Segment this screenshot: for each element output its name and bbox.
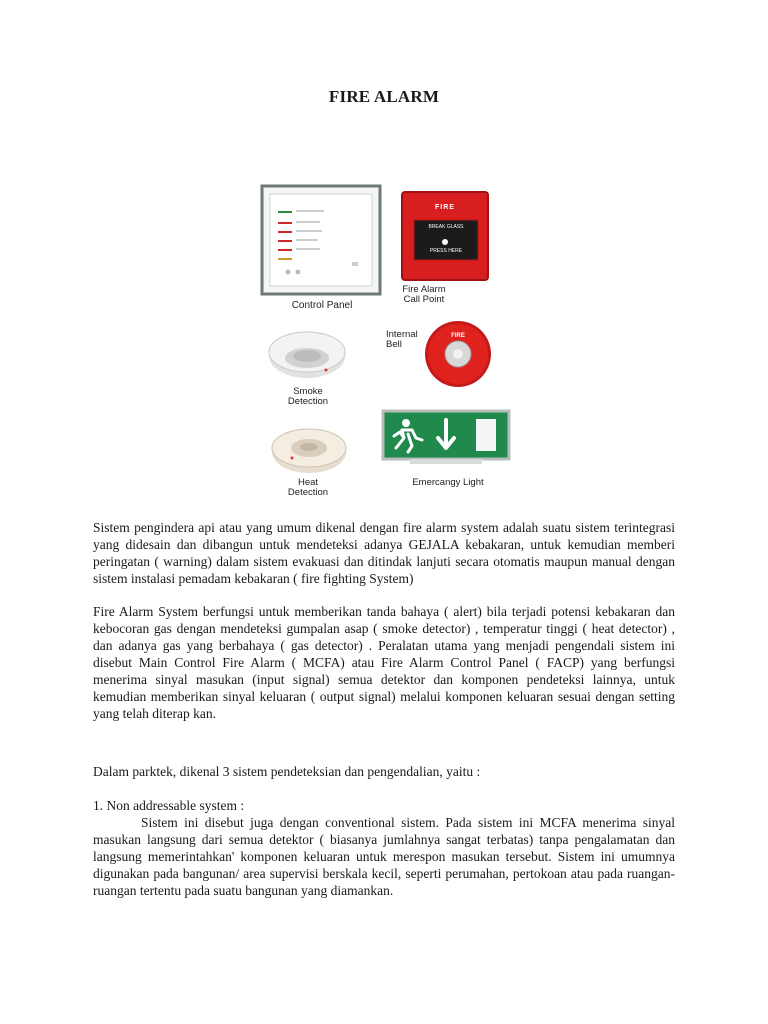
paragraph-practice bbox=[93, 763, 675, 780]
heat-detector-image bbox=[268, 420, 350, 476]
heat-detection-caption-2: Detection bbox=[287, 487, 329, 498]
list-item-heading: 1. Non addressable system : bbox=[93, 798, 245, 813]
paragraph-intro-text: Sistem pengindera api atau yang umum dikenal dengan fire alarm system adalah suatu sistem terintegrasi yang didesain dan dibangun untuk mendeteksi adanya GEJALA kebakaran, untuk kemudian memberi peringatan ( warning) dalam sistem evakuasi dan ditindak lanjuti secara otomatis maupun manual dengan sistem instalasi pemadam kebakaran ( fire fighting System) bbox=[93, 520, 675, 586]
smoke-detection-caption-2: Detection bbox=[287, 396, 329, 407]
smoke-detector-image bbox=[266, 326, 348, 380]
bell-brand: FIRE bbox=[451, 333, 465, 339]
fire-alarm-components-figure bbox=[258, 180, 516, 502]
page-title: FIRE ALARM bbox=[328, 87, 440, 106]
smoke-detection-caption-1: Smoke bbox=[293, 386, 323, 397]
internal-bell-caption-2: Bell bbox=[386, 339, 402, 350]
heat-detection-caption-1: Heat bbox=[297, 477, 319, 488]
paragraph-intro bbox=[93, 519, 675, 587]
list-item-non-addressable bbox=[93, 797, 675, 899]
internal-bell-image bbox=[420, 318, 496, 390]
paragraph-function bbox=[93, 603, 675, 722]
control-panel-image bbox=[260, 184, 382, 296]
emergency-light-caption: Emercangy Light bbox=[412, 477, 484, 488]
call-point-brand: FIRE bbox=[435, 204, 455, 211]
call-point-caption-1: Fire Alarm bbox=[402, 284, 446, 295]
paragraph-practice-text: Dalam parktek, dikenal 3 sistem pendeteksian dan pengendalian, yaitu : bbox=[93, 764, 481, 779]
internal-bell-caption-1: Internal bbox=[386, 329, 418, 340]
call-point-caption-2: Call Point bbox=[403, 294, 445, 305]
control-panel-caption: Control Panel bbox=[291, 300, 353, 311]
list-item-body: Sistem ini disebut juga dengan conventional sistem. Pada sistem ini MCFA menerima sinyal masukan langsung dari semua detektor ( biasanya jumlahnya sangat terbatas) tanpa pengalamatan dan langsung memerintahkan' komponen keluaran untuk merespon masukan tersebut. Sistem ini umumnya digunakan pada bangunan/ area supervisi berskala kecil, seperti perumahan, pertokoan atau pada ruangan-ruangan tertentu pada suatu bangunan yang diamankan. bbox=[93, 815, 675, 898]
call-point-instruction-1: BREAK GLASS bbox=[428, 224, 464, 230]
call-point-instruction-2: PRESS HERE bbox=[429, 248, 463, 254]
paragraph-function-text: Fire Alarm System berfungsi untuk memberikan tanda bahaya ( alert) bila terjadi potensi kebakaran dan kebocoran gas dengan mendeteksi gumpalan asap ( smoke detector) , temperatur tinggi ( heat detector) , dan adanya gas yang berbahaya ( gas detector) . Peralatan utama yang menjadi pengendali sistem ini disebut Main Control Fire Alarm ( MCFA) atau Fire Alarm Control Panel ( FACP) yang berfungsi menerima sinyal masukan (input signal) semua detektor dan komponen pendeteksi lainnya, untuk kemudian memberikan sinyal keluaran ( output signal) melalui komponen keluaran sesuai dengan setting yang telah diterap kan. bbox=[93, 604, 675, 721]
emergency-light-image bbox=[380, 408, 512, 468]
